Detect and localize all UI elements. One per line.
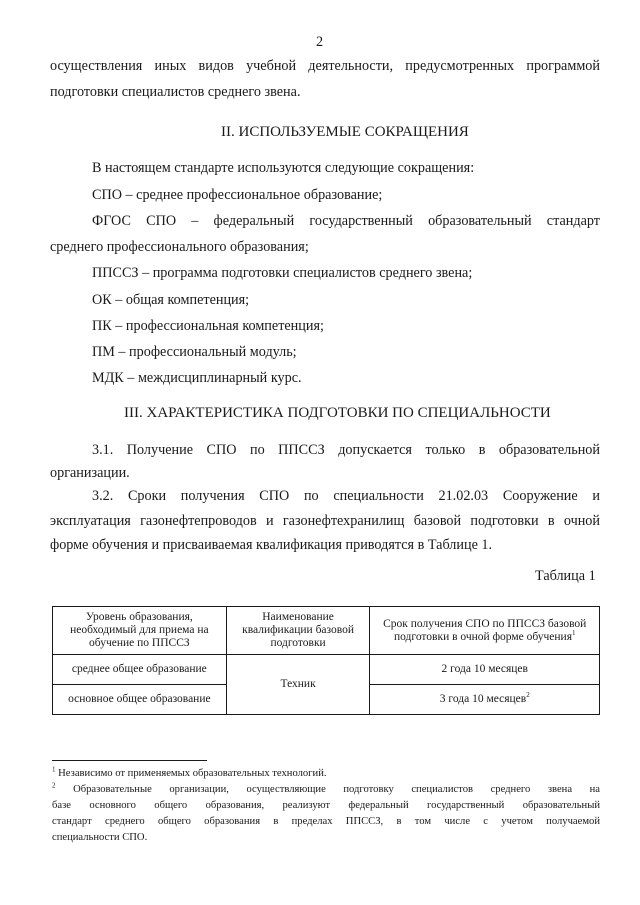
footnote-2-mark: 2 xyxy=(52,781,56,790)
cell-study-term: 3 года 10 месяцев$^2$ xyxy=(370,685,600,715)
abbr-pm: ПМ – профессиональный модуль; xyxy=(92,344,297,360)
abbr-ok: ОК – общая компетенция; xyxy=(92,292,250,308)
footnote-2-line-1-text: Образовательные организации, осуществляющие подготовку специалистов среднего звена на xyxy=(73,784,600,795)
abbr-spo: СПО – среднее профессиональное образование; xyxy=(92,187,383,203)
footnote-ref-1: 1 xyxy=(572,628,576,637)
cell-education-level: основное общее образование xyxy=(53,685,227,715)
footnote-2-line-1 xyxy=(52,781,600,795)
abbr-ppssz: ППССЗ – программа подготовки специалистов среднего звена; xyxy=(92,265,473,281)
section-3-title: III. ХАРАКТЕРИСТИКА ПОДГОТОВКИ ПО СПЕЦИАЛЬНОСТИ xyxy=(124,405,551,421)
footnote-1 xyxy=(52,765,327,779)
cell-study-term: 2 года 10 месяцев xyxy=(370,655,600,685)
footnote-ref-2: 2 xyxy=(526,691,530,700)
section-2-title: II. ИСПОЛЬЗУЕМЫЕ СОКРАЩЕНИЯ xyxy=(221,124,469,140)
table-row xyxy=(53,655,600,685)
abbr-mdk: МДК – междисциплинарный курс. xyxy=(92,370,302,386)
footnote-2-line-4: специальности СПО. xyxy=(52,832,148,843)
paragraph-3-2-line-1: 3.2. Сроки получения СПО по специальности 21.02.03 Сооружение и xyxy=(92,488,600,504)
footnote-1-mark: 1 xyxy=(52,765,56,774)
header-study-term: Срок получения СПО по ППССЗ базовой подготовки в очной форме обучения$^1$ xyxy=(370,607,600,655)
header-qualification: Наименование квалификации базовой подготовки xyxy=(226,607,370,655)
footnote-2-line-3: стандарт среднего общего образования в пределах ППССЗ, в том числе с учетом получаемой xyxy=(52,816,600,827)
cell-education-level: среднее общее образование xyxy=(53,655,227,685)
table-header-row xyxy=(53,607,600,655)
paragraph-3-1-line-2: организации. xyxy=(50,465,130,481)
abbreviations-lead: В настоящем стандарте используются следующие сокращения: xyxy=(92,160,475,176)
footnote-1-text: Независимо от применяемых образовательных технологий. xyxy=(58,768,327,779)
paragraph-3-1-line-1: 3.1. Получение СПО по ППССЗ допускается только в образовательной xyxy=(92,442,600,458)
header-education-level: Уровень образования, необходимый для приема на обучение по ППССЗ xyxy=(53,607,227,655)
qualification-table xyxy=(52,606,600,715)
footnote-separator xyxy=(52,760,207,761)
abbr-fgos-line-1: ФГОС СПО – федеральный государственный образовательный стандарт xyxy=(92,213,600,229)
intro-line-2: подготовки специалистов среднего звена. xyxy=(50,84,301,100)
paragraph-3-2-line-2: эксплуатация газонефтепроводов и газонефтехранилищ базовой подготовки в очной xyxy=(50,513,600,529)
paragraph-3-2-line-3: форме обучения и присваиваемая квалификация приводятся в Таблице 1. xyxy=(50,537,493,553)
footnote-2-line-2: базе основного общего образования, реализуют федеральный государственный образовательный xyxy=(52,800,600,811)
abbr-pk: ПК – профессиональная компетенция; xyxy=(92,318,324,334)
cell-qualification: Техник xyxy=(226,655,370,715)
table-caption: Таблица 1 xyxy=(535,568,596,584)
intro-line-1: осуществления иных видов учебной деятельности, предусмотренных программой xyxy=(50,58,600,74)
page-number: 2 xyxy=(316,34,324,50)
abbr-fgos-line-2: среднего профессионального образования; xyxy=(50,239,309,255)
